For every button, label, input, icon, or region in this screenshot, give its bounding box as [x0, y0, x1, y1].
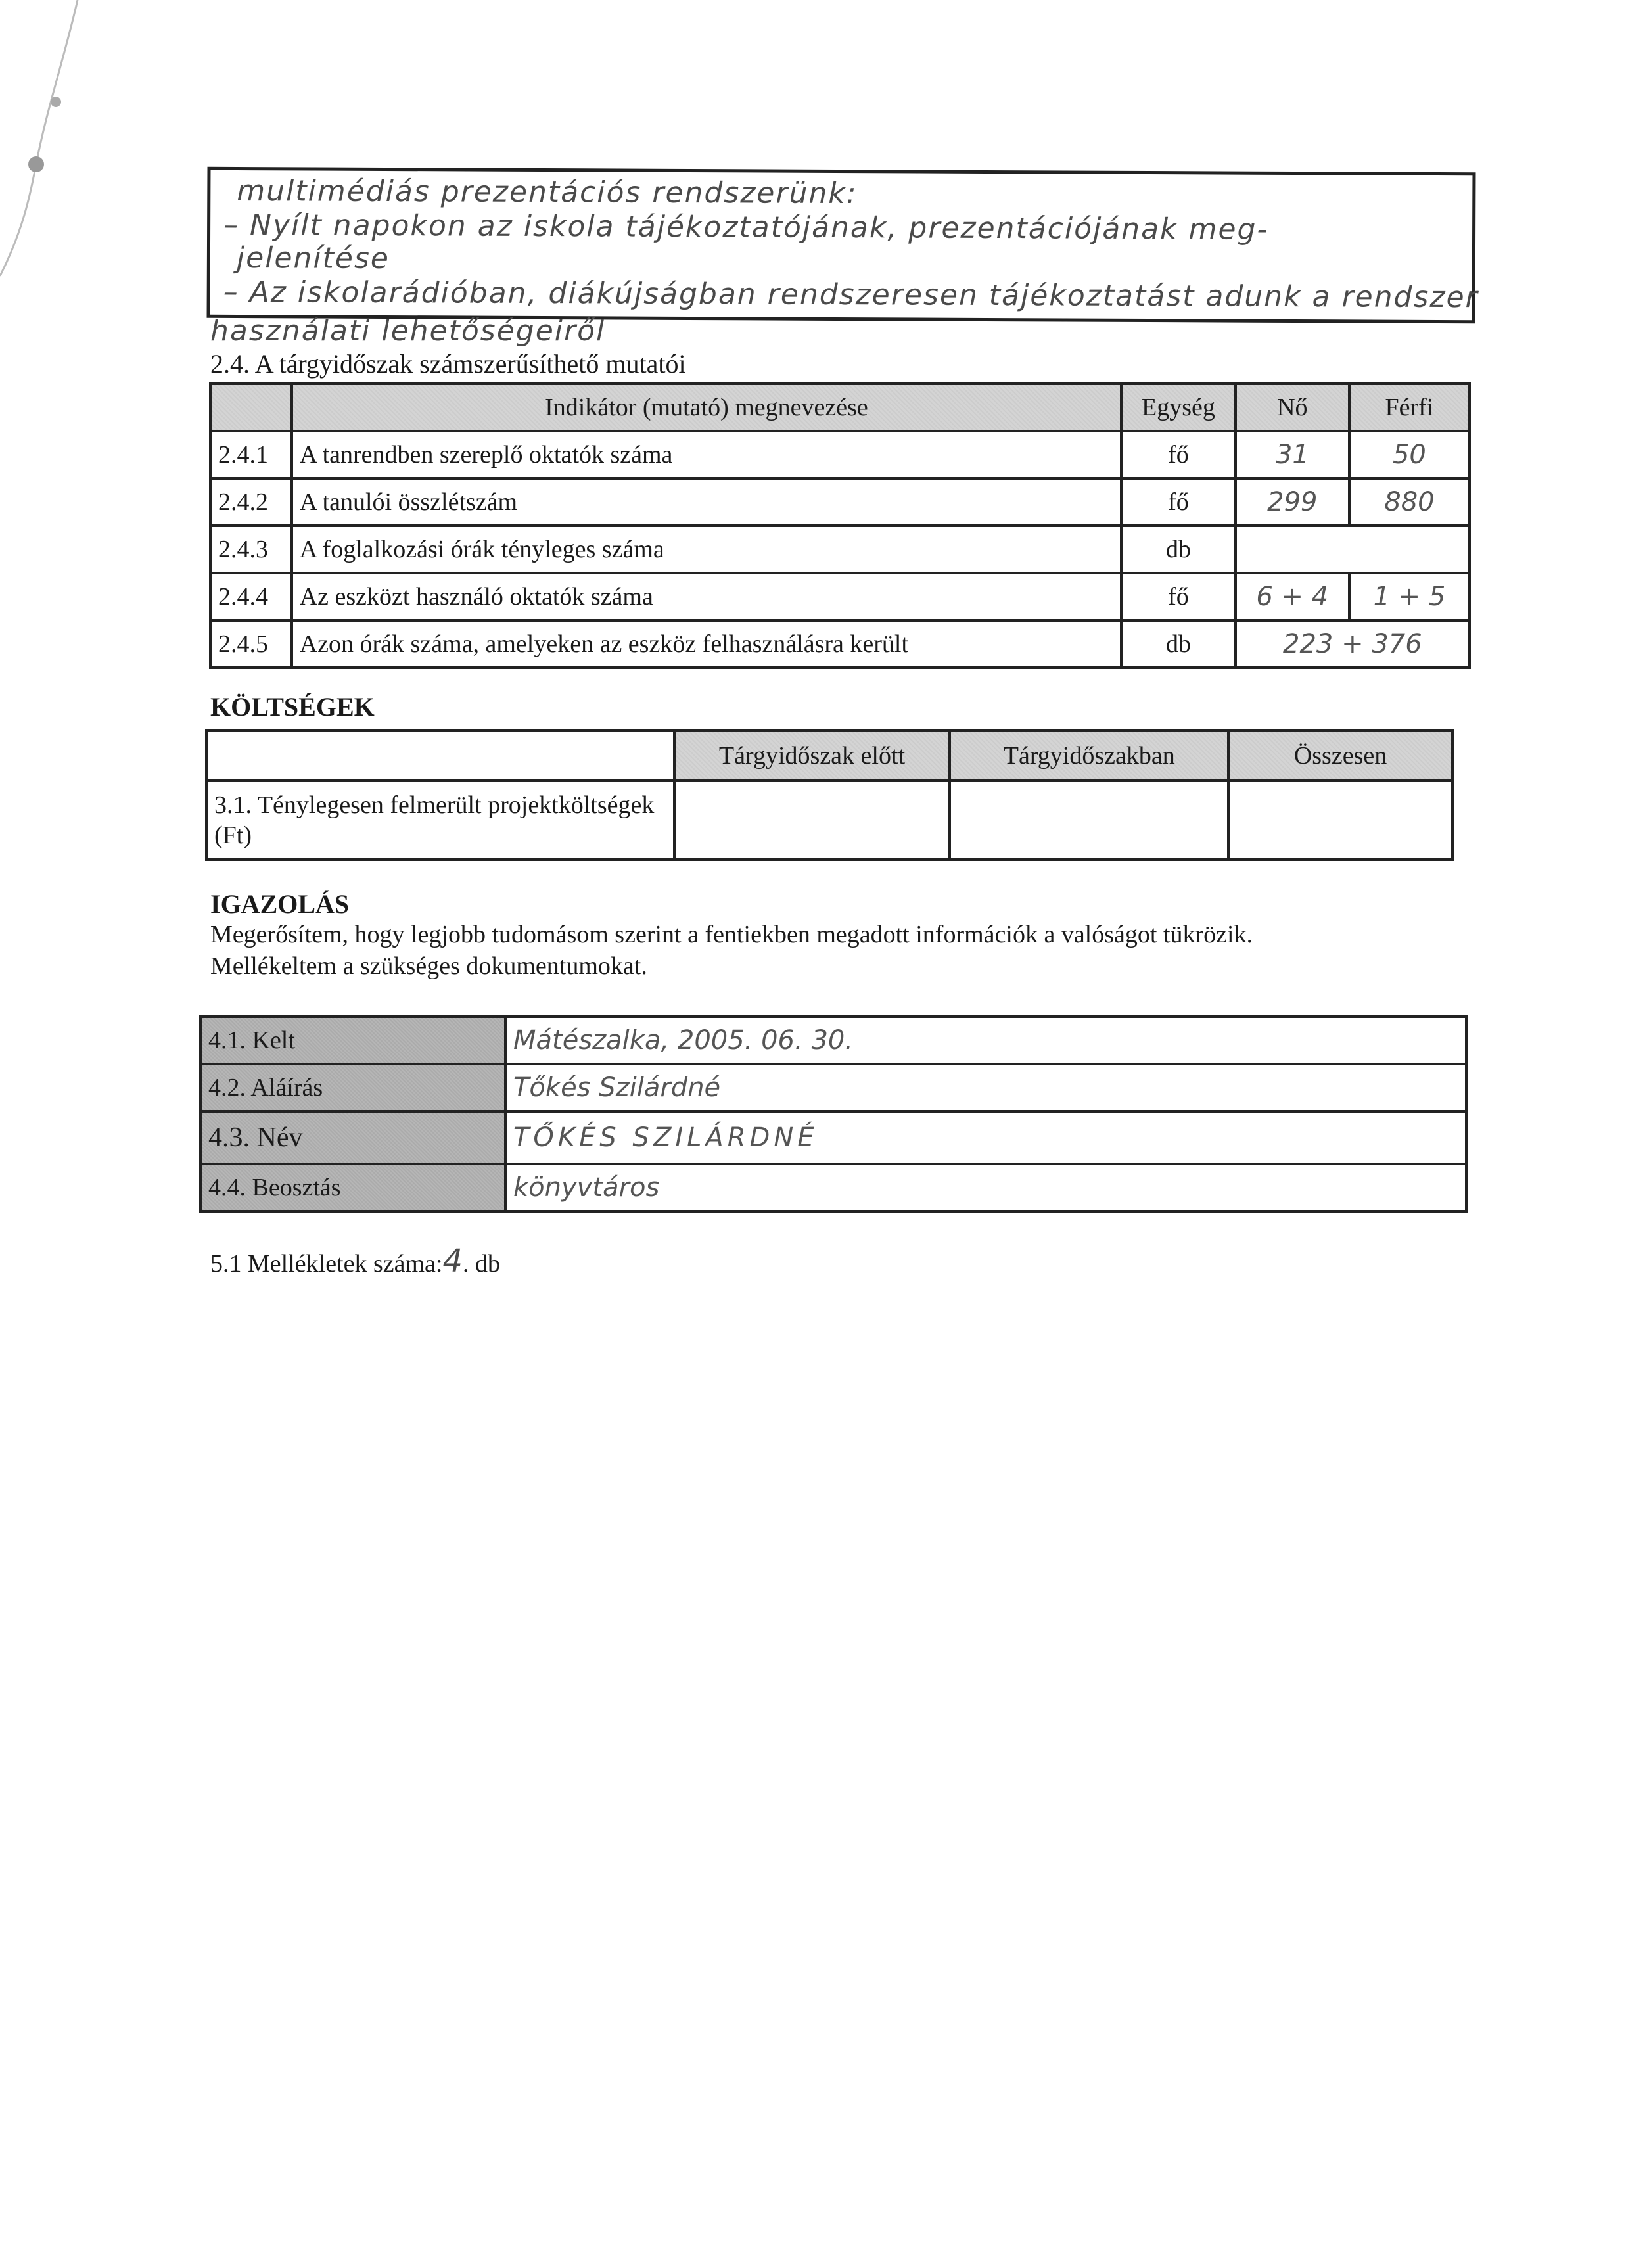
position-label: 4.4. Beosztás — [200, 1164, 505, 1211]
table-row — [210, 478, 1470, 526]
costs-total-value[interactable] — [1228, 781, 1452, 860]
row-code: 2.4.3 — [210, 526, 292, 573]
row-unit: fő — [1121, 431, 1236, 478]
row-name: A tanrendben szereplő oktatók száma — [292, 431, 1121, 478]
name-value[interactable]: TŐKÉS SZILÁRDNÉ — [505, 1111, 1466, 1164]
costs-header-row — [206, 731, 1452, 781]
costs-row-label: 3.1. Ténylegesen felmerült projektköltségek (Ft) — [206, 781, 674, 860]
table-row — [200, 1017, 1466, 1064]
costs-header-during: Tárgyidőszakban — [950, 731, 1228, 781]
row-female-value[interactable]: 31 — [1236, 431, 1349, 478]
handwritten-overflow-line: használati lehetőségeiről — [210, 314, 606, 348]
row-female-value[interactable]: 6 + 4 — [1236, 573, 1349, 620]
table-row — [200, 1164, 1466, 1211]
handwritten-line: multimédiás prezentációs rendszerünk: — [237, 174, 858, 211]
paper-crease-mark — [0, 0, 92, 302]
attachments-count[interactable]: 4 — [442, 1243, 463, 1280]
row-unit: db — [1121, 620, 1236, 668]
table-row — [210, 573, 1470, 620]
attachments-unit: db — [475, 1250, 501, 1278]
signature-value[interactable]: Tőkés Szilárdné — [505, 1064, 1466, 1111]
costs-header-total: Összesen — [1228, 731, 1452, 781]
attachments-line: 5.1 Mellékletek száma:4. db — [210, 1243, 501, 1280]
row-combined-value[interactable] — [1236, 526, 1470, 573]
row-unit: fő — [1121, 573, 1236, 620]
table-row — [200, 1111, 1466, 1164]
table-row — [210, 620, 1470, 668]
row-code: 2.4.1 — [210, 431, 292, 478]
signature-label: 4.2. Aláírás — [200, 1064, 505, 1111]
table-row — [210, 526, 1470, 573]
row-code: 2.4.5 — [210, 620, 292, 668]
col-name-header: Indikátor (mutató) megnevezése — [292, 384, 1121, 431]
row-unit: db — [1121, 526, 1236, 573]
row-code: 2.4.4 — [210, 573, 292, 620]
certification-text-line1: Megerősítem, hogy legjobb tudomásom szerint a fentiekben megadott információk a valóságot tükrözik. — [210, 921, 1253, 948]
row-male-value[interactable]: 50 — [1349, 431, 1470, 478]
row-name: A foglalkozási órák tényleges száma — [292, 526, 1121, 573]
row-female-value[interactable]: 299 — [1236, 478, 1349, 526]
position-value[interactable]: könyvtáros — [505, 1164, 1466, 1211]
name-label: 4.3. Név — [200, 1111, 505, 1164]
row-unit: fő — [1121, 478, 1236, 526]
row-male-value[interactable]: 880 — [1349, 478, 1470, 526]
costs-header-blank — [206, 731, 674, 781]
row-code: 2.4.2 — [210, 478, 292, 526]
handwritten-line: jelenítése — [236, 241, 390, 276]
row-name: A tanulói összlétszám — [292, 478, 1121, 526]
costs-header-before: Tárgyidőszak előtt — [674, 731, 950, 781]
indicators-table — [209, 382, 1471, 669]
col-female-header: Nő — [1236, 384, 1349, 431]
handwritten-line: – Nyílt napokon az iskola tájékoztatójának, prezentációjának meg- — [223, 208, 1269, 246]
indicators-header-row — [210, 384, 1470, 431]
table-row — [206, 781, 1452, 860]
col-unit-header: Egység — [1121, 384, 1236, 431]
date-value[interactable]: Mátészalka, 2005. 06. 30. — [505, 1017, 1466, 1064]
costs-title: KÖLTSÉGEK — [210, 692, 375, 722]
certification-text-line2: Mellékeltem a szükséges dokumentumokat. — [210, 952, 647, 980]
indicators-title: 2.4. A tárgyidőszak számszerűsíthető mutatói — [210, 349, 686, 379]
date-label: 4.1. Kelt — [200, 1017, 505, 1064]
table-row — [200, 1064, 1466, 1111]
row-male-value[interactable]: 1 + 5 — [1349, 573, 1470, 620]
certification-title: IGAZOLÁS — [210, 889, 350, 919]
row-combined-value[interactable]: 223 + 376 — [1236, 620, 1470, 668]
certification-table — [199, 1015, 1468, 1213]
handwritten-description-box — [207, 167, 1479, 323]
row-name: Az eszközt használó oktatók száma — [292, 573, 1121, 620]
row-name: Azon órák száma, amelyeken az eszköz felhasználásra került — [292, 620, 1121, 668]
attachments-label: 5.1 Mellékletek száma: — [210, 1250, 443, 1278]
costs-table — [205, 729, 1454, 861]
costs-before-value[interactable] — [674, 781, 950, 860]
costs-during-value[interactable] — [950, 781, 1228, 860]
col-code-header — [210, 384, 292, 431]
handwritten-line: – Az iskolarádióban, diákújságban rendszeresen tájékoztatást adunk a rendszer — [223, 275, 1479, 315]
col-male-header: Férfi — [1349, 384, 1470, 431]
table-row — [210, 431, 1470, 478]
